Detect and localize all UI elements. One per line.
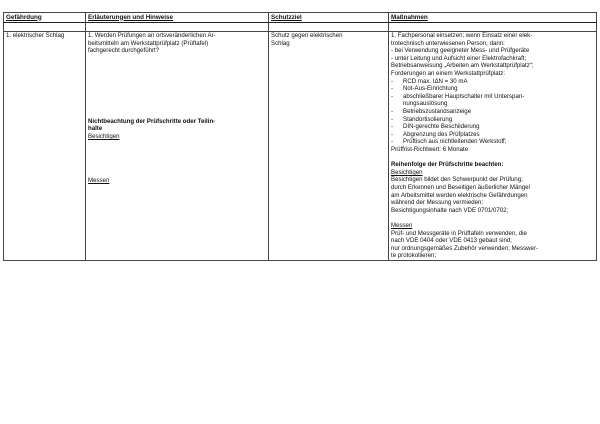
explanation-line: beitsmitteln am Werkstattprüfplatz (Prüftafel) [88,39,209,47]
order-heading: Reihenfolge der Prüfschritte beachten: [391,161,504,169]
goal-line: Schlag [271,39,290,47]
inspect-line: während der Messung vermieden; [391,199,484,207]
requirement-item: - abschließbarer Hauptschalter mit Unterspan- [391,92,525,100]
measures-line: Forderungen an einem Werkstattprüfplatz: [391,70,506,78]
table-row [4,31,597,261]
hazard-table [3,12,597,261]
measure-heading: Messen [391,221,413,229]
measure-line: Prüf- und Messgeräte in Prüftafeln verwenden, die [391,229,527,237]
test-interval: Prüffrist-Richtwert: 6 Monate [391,146,469,153]
requirement-item: - Prüftisch aus nichtleitenden Werkstoff; [391,138,507,146]
spacer-row [4,22,597,31]
explanation-cell [86,31,269,261]
header-measures: Maßnahmen [389,13,597,23]
measures-line: - unter Leitung und Aufsicht einer Elektrofachkraft; [391,54,527,62]
inspect-line: Besichtigungsinhalte nach VDE 0701/0702; [391,206,509,214]
requirement-item: - Abgrenzung des Prüfplatzes [391,130,480,138]
requirement-item: - DIN-gerechte Beschilderung [391,123,480,131]
measures-line: trotechnisch unterwiesenen Person, dann: [391,39,505,47]
explanation-line: 1. Werden Prüfungen an ortsveränderlichen Ar- [88,32,216,40]
measure-line: nur ordnungsgemäßes Zubehör verwenden; Messwer- [391,244,538,252]
measure-label: Messen [88,176,110,184]
inspect-line: durch Erkennen und Beseitigen äußerlicher Mängel [391,183,530,191]
hazard-cell [4,31,86,261]
inspect-line: Besichtigen bildet den Schwerpunkt der Prüfung; [391,176,523,184]
measures-line: Betriebsanweisung „Arbeiten am Werkstattprüfplatz“; [391,62,534,70]
inspect-label: Besichtigen [88,133,120,141]
requirement-item: - Betriebszustandsanzeige [391,108,472,116]
measure-line: te protokollieren; [391,252,437,260]
goal-line: Schutz gegen elektrischen [271,32,343,40]
goal-cell [269,31,389,261]
non-observance-heading: Nichtbeachtung der Prüfschritte oder Teilin- [88,117,216,125]
inspect-line: am Arbeitsmittel werden elektrische Gefährdungen [391,191,528,199]
requirement-item: nungsauslösung [403,100,448,108]
explanation-line: fachgerecht durchgeführt? [88,47,160,55]
measures-line: 1. Fachpersonal einsetzen; wenn Einsatz einer elek- [391,32,533,40]
requirement-item: - RCD max. IΔN = 30 mA [391,77,468,85]
header-goal: Schutzziel [269,13,389,23]
hazard-text: 1. elektrischer Schlag [6,32,65,40]
inspect-heading: Besichtigen [391,168,423,176]
header-hazard: Gefährdung [4,13,86,23]
header-explanation: Erläuterungen und Hinweise [86,13,269,23]
requirement-item: - Standortisolierung [391,115,453,123]
measures-cell [389,31,597,261]
measures-line: - bei Verwendung geeigneter Mess- und Prüfgeräte [391,47,530,55]
requirement-item: - Not-Aus-Einrichtung [391,85,458,93]
table-header-row [4,13,597,23]
non-observance-heading: halte [88,125,103,133]
measure-line: nach VDE 0404 oder VDE 0413 gebaut sind; [391,237,512,245]
